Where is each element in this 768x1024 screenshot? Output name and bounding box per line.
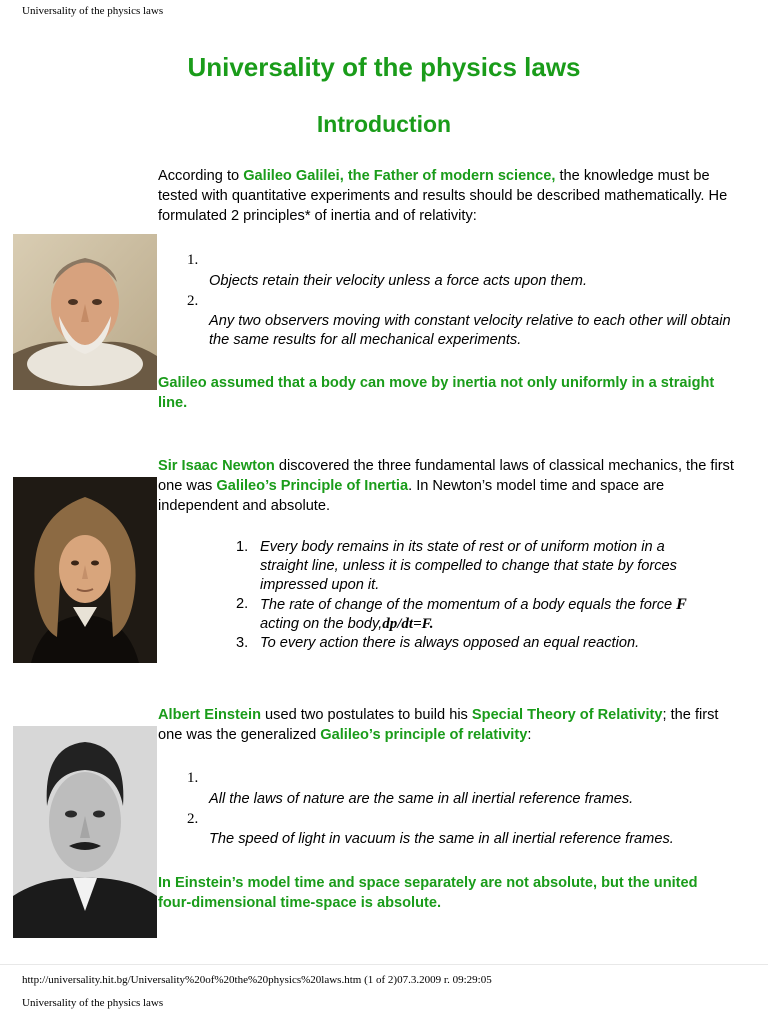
footer-title: Universality of the physics laws <box>22 997 164 1009</box>
newton-law-2-text-b: acting on the body, <box>260 616 383 632</box>
newton-law-2-number: 2. <box>236 596 249 612</box>
einstein-intro-text-2: ; the first one was the generalized <box>158 707 719 743</box>
einstein-item-2: The speed of light in vacuum is the same in all inertial reference frames. <box>209 831 674 847</box>
footer-url: http://universality.hit.bg/Universality%20of%20the%20physics%20laws.htm (1 of 2)07.3.2009 г. 09:29:05 <box>22 974 492 986</box>
page-title: Universality of the physics laws <box>187 52 581 82</box>
galileo-item-2: Any two observers moving with constant velocity relative to each other will obtain the same results for all mechanical experiments. <box>209 313 731 348</box>
running-header: Universality of the physics laws <box>22 5 164 17</box>
galileo-portrait-image <box>13 234 157 390</box>
newton-law-2-text-a: The rate of change of the momentum of a body equals the force <box>260 597 677 613</box>
newton-law-3-number: 3. <box>236 635 249 651</box>
force-symbol: F <box>676 596 687 613</box>
newton-intro <box>158 456 736 516</box>
einstein-intro <box>158 705 736 745</box>
newton-name-link: Sir Isaac Newton <box>158 458 275 474</box>
galileo-portrait <box>13 234 157 390</box>
page-divider <box>0 964 768 965</box>
galileo-item-2-number: 2. <box>187 293 199 309</box>
special-relativity-link: Special Theory of Relativity <box>471 707 663 723</box>
galileo-intro <box>158 166 736 226</box>
momentum-formula: dp/dt=F. <box>382 616 434 632</box>
newton-law-3-text: To every action there is always opposed an equal reaction. <box>260 635 640 651</box>
newton-law-1-text: Every body remains in its state of rest or of uniform motion in a straight line, unless it is compelled to change that state by forces impressed upon it. <box>260 539 677 593</box>
newton-law-1 <box>236 538 706 595</box>
einstein-conclusion: In Einstein’s model time and space separately are not absolute, but the united four-dimensional time-space is absolute. <box>158 875 698 911</box>
newton-law-3 <box>236 634 706 653</box>
galileo-conclusion: Galileo assumed that a body can move by inertia not only uniformly in a straight line. <box>158 375 715 411</box>
einstein-item-1: All the laws of nature are the same in all inertial reference frames. <box>209 791 634 807</box>
newton-law-2 <box>236 595 706 634</box>
galileo-item-1-number: 1. <box>187 252 199 268</box>
newton-principle-link: Galileo’s Principle of Inertia <box>216 478 409 494</box>
einstein-item-2-number: 2. <box>187 811 199 827</box>
newton-portrait <box>13 477 157 663</box>
section-title: Introduction <box>316 111 452 137</box>
einstein-portrait-image <box>13 726 157 938</box>
galileo-name-link: Galileo Galilei, the Father of modern science, <box>243 168 556 184</box>
newton-portrait-image <box>13 477 157 663</box>
einstein-item-1-number: 1. <box>187 770 199 786</box>
newton-laws-list <box>236 538 706 653</box>
newton-law-1-number: 1. <box>236 539 249 555</box>
galileo-item-1: Objects retain their velocity unless a force acts upon them. <box>209 273 587 289</box>
einstein-intro-colon: : <box>527 727 532 743</box>
einstein-portrait <box>13 726 157 938</box>
galileo-relativity-link: Galileo’s principle of relativity <box>320 727 528 743</box>
einstein-intro-text: used two postulates to build his <box>260 707 472 723</box>
galileo-intro-text: According to <box>158 168 244 184</box>
einstein-name-link: Albert Einstein <box>158 707 261 723</box>
galileo-intro-rest: the knowledge must be tested with quantitative experiments and results should be described mathematically. He formulated 2 principles* of inertia and of relativity: <box>158 168 728 224</box>
newton-law-2-text <box>260 595 706 634</box>
newton-intro-text: discovered the three fundamental laws of classical mechanics, the first one was <box>158 458 734 494</box>
newton-intro-rest: . In Newton’s model time and space are independent and absolute. <box>158 478 665 514</box>
